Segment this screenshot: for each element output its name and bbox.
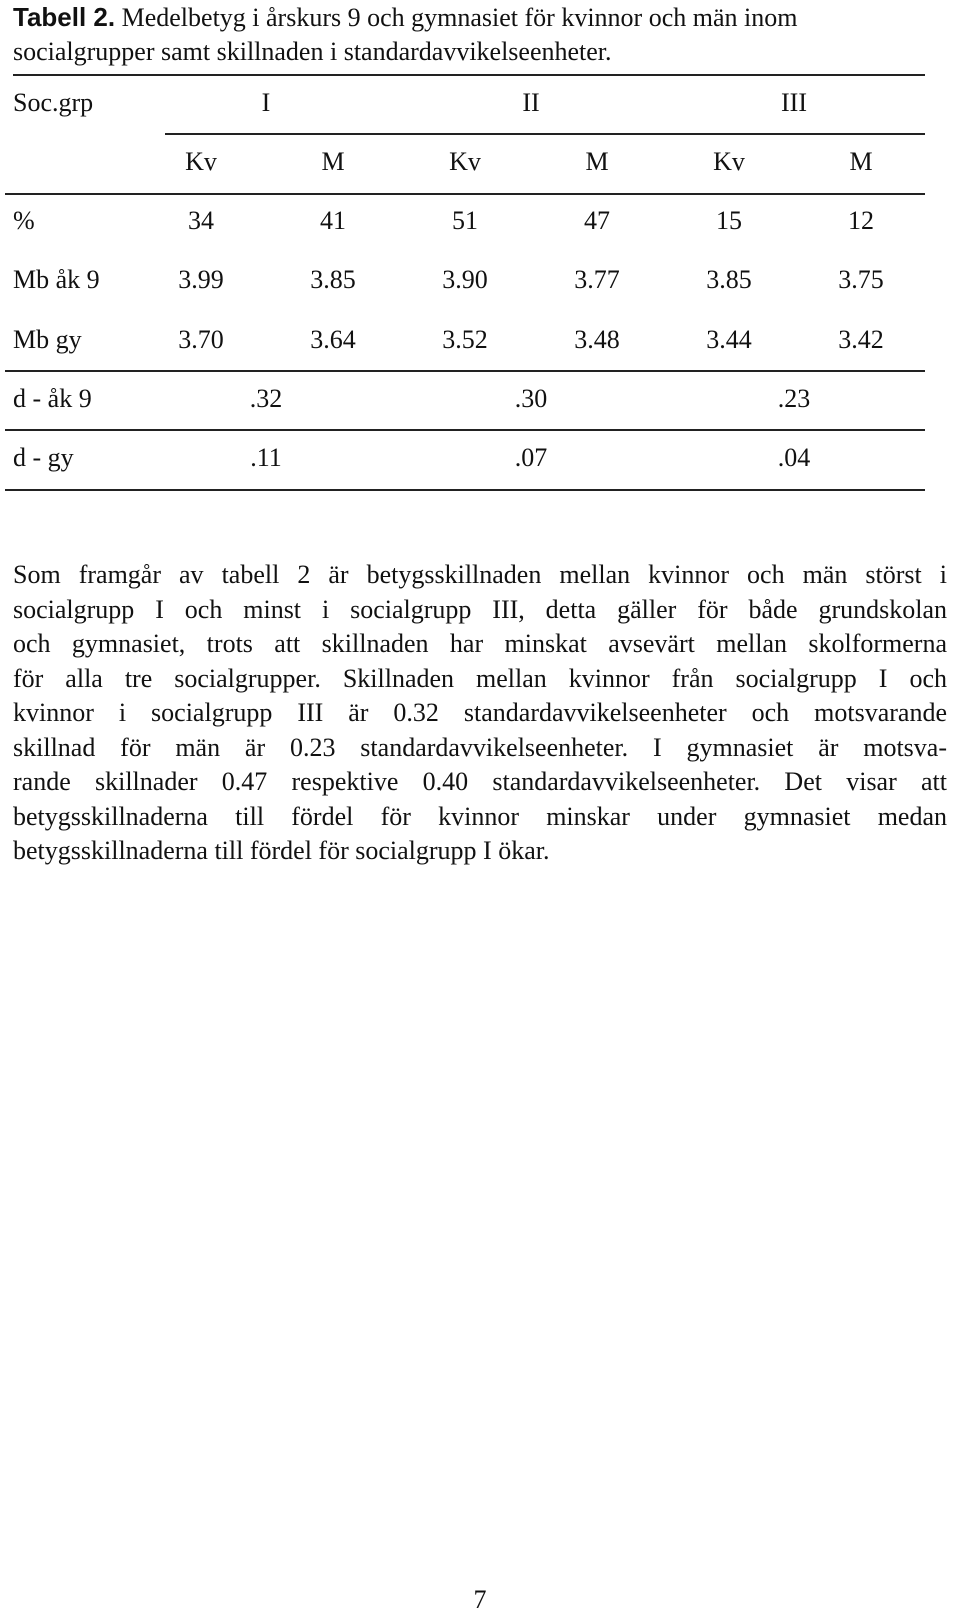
table-cell: 47	[584, 206, 610, 235]
grades-table	[0, 0, 960, 520]
table-cell: 3.70	[178, 325, 224, 354]
table-cell: .30	[514, 384, 548, 413]
table-cell: 15	[716, 206, 742, 235]
caption-line-2: socialgrupper samt skillnaden i standardavvikelseenheter.	[13, 37, 612, 66]
paragraph-line: rande skillnader 0.47 respektive 0.40 standardavvikelseenheter. Det visar att	[13, 767, 947, 796]
row-label-mb-ak9: Mb åk 9	[13, 265, 100, 294]
table-rule-data	[5, 370, 925, 372]
row-label-d-gy: d - gy	[13, 443, 74, 472]
table-rule-subheaders	[5, 193, 925, 195]
table-cell: 3.52	[442, 325, 488, 354]
body-paragraph	[13, 558, 947, 869]
sub-header: M	[321, 147, 345, 176]
table-rule-groups	[165, 133, 925, 135]
table-cell: .04	[777, 443, 811, 472]
table-rule-diff	[5, 429, 925, 431]
table-cell: 3.44	[706, 325, 752, 354]
paragraph-line: och gymnasiet, trots att skillnaden har minskat avsevärt mellan skolformerna	[13, 629, 947, 658]
table-cell: 3.64	[310, 325, 356, 354]
paragraph-line: betygsskillnaderna till fördel för kvinnor minskar under gymnasiet medan	[13, 801, 947, 831]
paragraph-line: för alla tre socialgrupper. Skillnaden mellan kvinnor från socialgrupp I och	[13, 663, 947, 693]
paragraph-line: kvinnor i socialgrupp III är 0.32 standardavvikelseenheter och motsvarande	[13, 698, 947, 727]
table-cell: 3.48	[574, 325, 620, 354]
table-cell: .32	[249, 384, 283, 413]
table-cell: 3.85	[706, 265, 752, 294]
caption-line-1: Medelbetyg i årskurs 9 och gymnasiet för kvinnor och män inom	[115, 3, 798, 32]
paragraph-line: Som framgår av tabell 2 är betygsskillnaden mellan kvinnor och män störst i	[13, 560, 947, 589]
group-header-1: I	[261, 88, 271, 117]
paragraph-line: betygsskillnaderna till fördel för socialgrupp I ökar.	[13, 836, 550, 865]
group-header-3: III	[781, 88, 807, 117]
sub-header: Kv	[713, 147, 745, 176]
sub-header: M	[849, 147, 873, 176]
table-cell: .07	[514, 443, 548, 472]
group-header-2: II	[522, 88, 540, 117]
row-label-percent: %	[13, 206, 35, 235]
paragraph-line: socialgrupp I och minst i socialgrupp III, detta gäller för både grundskolan	[13, 594, 947, 624]
table-cell: 3.77	[574, 265, 620, 294]
group-header-label: Soc.grp	[13, 88, 94, 117]
sub-header: Kv	[185, 147, 217, 176]
table-rule-bottom	[5, 489, 925, 491]
table-cell: 3.90	[442, 265, 488, 294]
paragraph-line: skillnad för män är 0.23 standardavvikelseenheter. I gymnasiet är motsva-	[13, 732, 947, 762]
table-cell: 34	[188, 206, 214, 235]
sub-header: Kv	[449, 147, 481, 176]
table-cell: 3.85	[310, 265, 356, 294]
table-cell: 3.42	[838, 325, 884, 354]
table-cell: .23	[777, 384, 811, 413]
table-cell: 12	[848, 206, 874, 235]
row-label-mb-gy: Mb gy	[13, 325, 82, 354]
table-cell: 3.75	[838, 265, 884, 294]
table-cell: .11	[250, 443, 282, 472]
row-label-d-ak9: d - åk 9	[13, 384, 92, 413]
table-cell: 51	[452, 206, 478, 235]
table-cell: 41	[320, 206, 346, 235]
table-cell: 3.99	[178, 265, 224, 294]
sub-header: M	[585, 147, 609, 176]
table-rule-top	[13, 74, 925, 76]
page-number: 7	[473, 1585, 487, 1614]
caption-label: Tabell 2.	[13, 2, 116, 32]
